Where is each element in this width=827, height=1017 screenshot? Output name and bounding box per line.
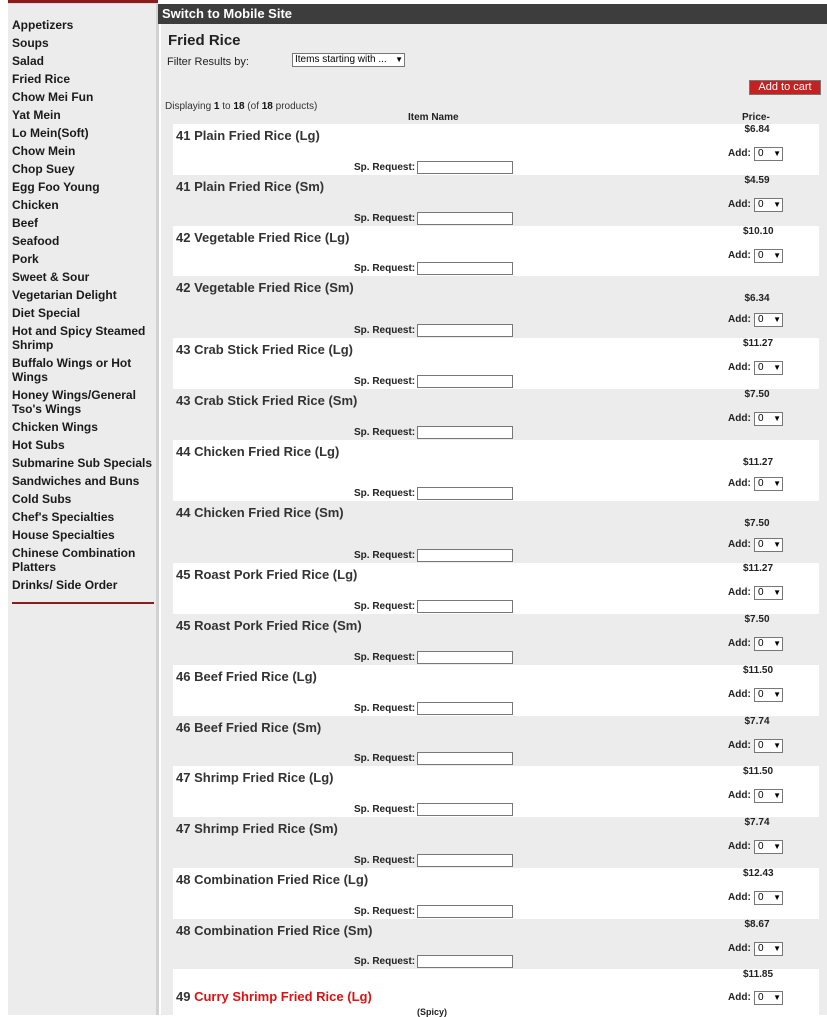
product-name [176, 342, 353, 357]
special-request-label: Sp. Request: [354, 550, 416, 561]
product-number: 47 [176, 821, 191, 836]
sidebar-item[interactable]: House Specialties [12, 528, 115, 542]
quantity-value: 0 [758, 740, 764, 751]
product-name [176, 923, 373, 938]
special-request-input[interactable] [417, 905, 513, 918]
product-number: 45 [176, 618, 191, 633]
chevron-down-icon: ▼ [773, 363, 781, 372]
product-number: 42 [176, 280, 191, 295]
sidebar-item[interactable]: Soups [12, 36, 49, 50]
displaying-to: 18 [233, 101, 245, 112]
chevron-down-icon: ▼ [773, 251, 781, 260]
sidebar-item[interactable]: Sweet & Sour [12, 270, 90, 284]
special-request-label: Sp. Request: [354, 162, 416, 173]
switch-to-mobile-link[interactable]: Switch to Mobile Site [158, 4, 827, 24]
quantity-value: 0 [758, 943, 764, 954]
product-name [176, 770, 334, 785]
displaying-products-word: products) [275, 101, 318, 112]
column-header-price: Price- [742, 112, 770, 123]
product-row [173, 665, 819, 716]
add-label: Add: [728, 992, 751, 1003]
sidebar-item[interactable]: Salad [12, 54, 45, 68]
product-row [173, 919, 819, 969]
quantity-select[interactable] [754, 249, 783, 263]
spicy-note: (Spicy) [417, 1007, 448, 1017]
sidebar [8, 4, 159, 1015]
product-number: 41 [176, 179, 191, 194]
product-name [176, 179, 324, 194]
sidebar-item[interactable]: Chop Suey [12, 162, 75, 176]
chevron-down-icon: ▼ [773, 791, 781, 800]
product-number: 44 [176, 505, 191, 520]
quantity-value: 0 [758, 478, 764, 489]
chevron-down-icon: ▼ [773, 842, 781, 851]
add-to-cart-button[interactable]: Add to cart [749, 80, 821, 95]
special-request-label: Sp. Request: [354, 652, 416, 663]
product-number: 43 [176, 342, 191, 357]
add-label: Add: [728, 478, 751, 489]
special-request-input[interactable] [417, 212, 513, 225]
special-request-input[interactable] [417, 262, 513, 275]
chevron-down-icon: ▼ [773, 893, 781, 902]
add-label: Add: [728, 638, 751, 649]
quantity-select[interactable] [754, 991, 783, 1005]
product-title[interactable]: Shrimp Fried Rice (Lg) [194, 770, 334, 785]
special-request-label: Sp. Request: [354, 427, 416, 438]
quantity-select[interactable] [754, 891, 783, 905]
quantity-value: 0 [758, 841, 764, 852]
product-title[interactable]: Vegetable Fried Rice (Lg) [194, 230, 350, 245]
product-number: 47 [176, 770, 191, 785]
add-label: Add: [728, 841, 751, 852]
add-label: Add: [728, 539, 751, 550]
product-price: $4.59 [744, 175, 770, 186]
product-name [176, 567, 357, 582]
quantity-select[interactable] [754, 477, 783, 491]
special-request-label: Sp. Request: [354, 263, 416, 274]
add-label: Add: [728, 148, 751, 159]
special-request-label: Sp. Request: [354, 488, 416, 499]
quantity-value: 0 [758, 413, 764, 424]
sidebar-item[interactable]: Yat Mein [12, 108, 61, 122]
add-label: Add: [728, 892, 751, 903]
quantity-value: 0 [758, 992, 764, 1003]
product-name [176, 393, 357, 408]
special-request-input[interactable] [417, 549, 513, 562]
product-number: 43 [176, 393, 191, 408]
product-row [173, 175, 819, 226]
special-request-label: Sp. Request: [354, 906, 416, 917]
chevron-down-icon: ▼ [773, 315, 781, 324]
special-request-input[interactable] [417, 600, 513, 613]
product-title[interactable]: Chicken Fried Rice (Lg) [194, 444, 340, 459]
product-row [173, 440, 819, 501]
product-number: 48 [176, 923, 191, 938]
special-request-label: Sp. Request: [354, 601, 416, 612]
product-name [176, 128, 320, 143]
add-label: Add: [728, 740, 751, 751]
displaying-prefix: Displaying [165, 101, 212, 112]
chevron-down-icon: ▼ [773, 639, 781, 648]
quantity-select[interactable] [754, 789, 783, 803]
quantity-value: 0 [758, 539, 764, 550]
quantity-select[interactable] [754, 313, 783, 327]
product-price: $11.27 [743, 563, 774, 574]
add-label: Add: [728, 362, 751, 373]
add-label: Add: [728, 790, 751, 801]
product-name [176, 505, 344, 520]
product-title[interactable]: Plain Fried Rice (Lg) [194, 128, 320, 143]
product-title[interactable]: Roast Pork Fried Rice (Lg) [194, 567, 358, 582]
product-title[interactable]: Combination Fried Rice (Lg) [194, 872, 369, 887]
product-name [176, 872, 368, 887]
product-number: 45 [176, 567, 191, 582]
quantity-select[interactable] [754, 586, 783, 600]
sidebar-item[interactable]: Buffalo Wings or Hot Wings [12, 356, 132, 384]
add-label: Add: [728, 587, 751, 598]
chevron-down-icon: ▼ [773, 414, 781, 423]
quantity-select[interactable] [754, 942, 783, 956]
product-number: 46 [176, 669, 191, 684]
product-price: $6.84 [744, 124, 770, 135]
add-label: Add: [728, 943, 751, 954]
sidebar-item[interactable]: Cold Subs [12, 492, 72, 506]
special-request-label: Sp. Request: [354, 753, 416, 764]
product-name [176, 444, 339, 459]
quantity-select[interactable] [754, 361, 783, 375]
sidebar-item[interactable]: Chinese Combination Platters [12, 546, 136, 574]
product-name [176, 618, 362, 633]
chevron-down-icon: ▼ [773, 993, 781, 1002]
product-price: $11.50 [743, 766, 774, 777]
displaying-from: 1 [213, 101, 220, 112]
product-row [173, 716, 819, 766]
chevron-down-icon: ▼ [773, 149, 781, 158]
special-request-label: Sp. Request: [354, 804, 416, 815]
special-request-input[interactable] [417, 702, 513, 715]
quantity-select[interactable] [754, 637, 783, 651]
product-number: 46 [176, 720, 191, 735]
product-price: $6.34 [744, 293, 770, 304]
quantity-select[interactable] [754, 147, 783, 161]
product-row [173, 389, 819, 440]
chevron-down-icon: ▼ [395, 55, 403, 64]
sidebar-item[interactable]: Lo Mein(Soft) [12, 126, 89, 140]
special-request-input[interactable] [417, 161, 513, 174]
category-list [12, 18, 155, 596]
chevron-down-icon: ▼ [773, 690, 781, 699]
add-label: Add: [728, 314, 751, 325]
quantity-value: 0 [758, 892, 764, 903]
product-title[interactable]: Plain Fried Rice (Sm) [194, 179, 325, 194]
product-name [176, 669, 317, 684]
add-label: Add: [728, 413, 751, 424]
product-row [173, 969, 819, 1015]
sidebar-item[interactable]: Chef's Specialties [12, 510, 115, 524]
sidebar-item[interactable]: Chow Mein [12, 144, 76, 158]
special-request-input[interactable] [417, 651, 513, 664]
quantity-value: 0 [758, 314, 764, 325]
sidebar-item[interactable]: Drinks/ Side Order [12, 578, 118, 592]
special-request-input[interactable] [417, 487, 513, 500]
special-request-input[interactable] [417, 375, 513, 388]
sidebar-item[interactable]: Seafood [12, 234, 60, 248]
sidebar-item[interactable]: Diet Special [12, 306, 81, 320]
special-request-input[interactable] [417, 854, 513, 867]
product-row [173, 338, 819, 389]
product-price: $7.50 [744, 614, 770, 625]
quantity-value: 0 [758, 148, 764, 159]
displaying-of: (of [247, 101, 259, 112]
sidebar-item[interactable]: Hot and Spicy Steamed Shrimp [12, 324, 146, 352]
product-title[interactable]: Beef Fried Rice (Lg) [194, 669, 317, 684]
special-request-input[interactable] [417, 324, 513, 337]
filter-label: Filter Results by: [167, 56, 249, 68]
product-row [173, 614, 819, 665]
product-price: $8.67 [744, 919, 770, 930]
displaying-count [165, 101, 317, 112]
product-price: $7.50 [744, 518, 770, 529]
product-name [176, 230, 349, 245]
product-title[interactable]: Chicken Fried Rice (Sm) [194, 505, 344, 520]
page-title: Fried Rice [168, 32, 241, 49]
sidebar-item[interactable]: Chow Mei Fun [12, 90, 94, 104]
product-title[interactable]: Roast Pork Fried Rice (Sm) [194, 618, 362, 633]
displaying-total: 18 [261, 101, 273, 112]
product-number: 49 [176, 989, 191, 1004]
quantity-value: 0 [758, 250, 764, 261]
product-title[interactable]: Crab Stick Fried Rice (Lg) [194, 342, 354, 357]
sidebar-item[interactable]: Beef [12, 216, 39, 230]
product-price: $12.43 [743, 868, 774, 879]
sidebar-item[interactable]: Vegetarian Delight [12, 288, 117, 302]
product-title[interactable]: Shrimp Fried Rice (Sm) [194, 821, 338, 836]
product-price: $11.27 [743, 338, 774, 349]
sidebar-item[interactable]: Chicken Wings [12, 420, 98, 434]
product-title[interactable]: Crab Stick Fried Rice (Sm) [194, 393, 358, 408]
product-number: 42 [176, 230, 191, 245]
chevron-down-icon: ▼ [773, 540, 781, 549]
sidebar-item[interactable]: Appetizers [12, 18, 74, 32]
chevron-down-icon: ▼ [773, 588, 781, 597]
quantity-select[interactable] [754, 412, 783, 426]
product-row [173, 276, 819, 338]
product-title[interactable]: Beef Fried Rice (Sm) [194, 720, 322, 735]
quantity-select[interactable] [754, 739, 783, 753]
product-name [176, 821, 338, 836]
product-number: 48 [176, 872, 191, 887]
special-request-input[interactable] [417, 426, 513, 439]
sidebar-item[interactable]: Chicken [12, 198, 59, 212]
quantity-value: 0 [758, 199, 764, 210]
special-request-label: Sp. Request: [354, 855, 416, 866]
filter-select-value: Items starting with ... [295, 54, 387, 65]
product-row [173, 563, 819, 614]
sidebar-item[interactable]: Hot Subs [12, 438, 65, 452]
product-price: $11.27 [743, 457, 774, 468]
special-request-label: Sp. Request: [354, 703, 416, 714]
product-number: 44 [176, 444, 191, 459]
chevron-down-icon: ▼ [773, 200, 781, 209]
product-row [173, 226, 819, 276]
quantity-select[interactable] [754, 538, 783, 552]
displaying-to-word: to [222, 101, 231, 112]
product-name [176, 989, 372, 1004]
sidebar-divider [12, 602, 154, 604]
chevron-down-icon: ▼ [773, 741, 781, 750]
quantity-value: 0 [758, 689, 764, 700]
product-price: $7.74 [744, 817, 770, 828]
quantity-value: 0 [758, 790, 764, 801]
quantity-value: 0 [758, 362, 764, 373]
special-request-label: Sp. Request: [354, 213, 416, 224]
chevron-down-icon: ▼ [773, 944, 781, 953]
product-row [173, 501, 819, 563]
product-name [176, 720, 321, 735]
add-label: Add: [728, 250, 751, 261]
filter-select[interactable] [292, 53, 405, 67]
special-request-input[interactable] [417, 803, 513, 816]
special-request-label: Sp. Request: [354, 325, 416, 336]
special-request-label: Sp. Request: [354, 956, 416, 967]
product-row [173, 817, 819, 868]
product-name [176, 280, 354, 295]
product-price: $7.74 [744, 716, 770, 727]
main-content [161, 24, 827, 1015]
chevron-down-icon: ▼ [773, 479, 781, 488]
column-header-item-name: Item Name [408, 112, 459, 123]
sidebar-item[interactable]: Submarine Sub Specials [12, 456, 153, 470]
product-row [173, 124, 819, 175]
add-label: Add: [728, 689, 751, 700]
sidebar-item[interactable]: Honey Wings/General Tso's Wings [12, 388, 136, 416]
sidebar-item[interactable]: Egg Foo Young [12, 180, 100, 194]
product-title[interactable]: Vegetable Fried Rice (Sm) [194, 280, 354, 295]
quantity-select[interactable] [754, 840, 783, 854]
product-price: $11.85 [743, 969, 774, 980]
quantity-select[interactable] [754, 198, 783, 212]
sidebar-item[interactable]: Sandwiches and Buns [12, 474, 140, 488]
sidebar-item[interactable]: Pork [12, 252, 39, 266]
product-number: 41 [176, 128, 191, 143]
product-title[interactable]: Combination Fried Rice (Sm) [194, 923, 373, 938]
quantity-value: 0 [758, 638, 764, 649]
product-price: $10.10 [743, 226, 774, 237]
product-price: $7.50 [744, 389, 770, 400]
quantity-select[interactable] [754, 688, 783, 702]
special-request-input[interactable] [417, 955, 513, 968]
product-row [173, 766, 819, 817]
sidebar-item[interactable]: Fried Rice [12, 72, 71, 86]
product-title[interactable]: Curry Shrimp Fried Rice (Lg) [194, 989, 372, 1004]
product-price: $11.50 [743, 665, 774, 676]
add-label: Add: [728, 199, 751, 210]
product-row [173, 868, 819, 919]
special-request-input[interactable] [417, 752, 513, 765]
quantity-value: 0 [758, 587, 764, 598]
special-request-label: Sp. Request: [354, 376, 416, 387]
